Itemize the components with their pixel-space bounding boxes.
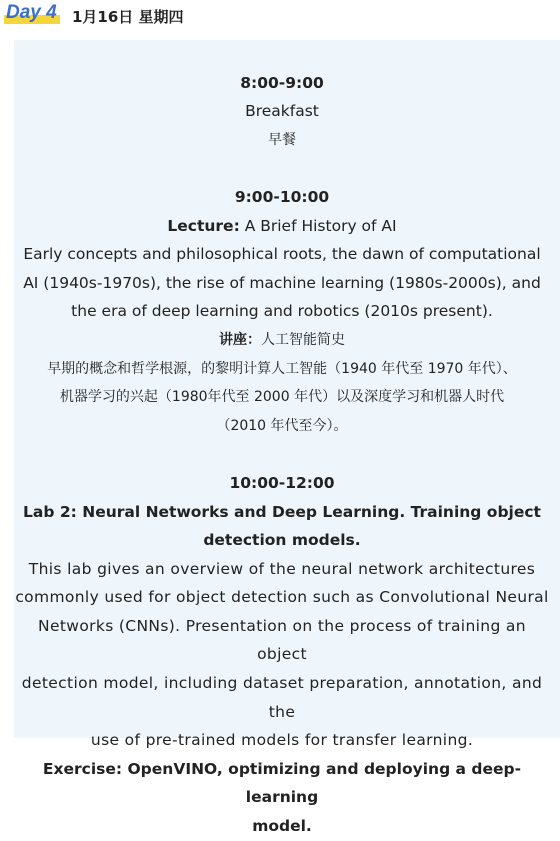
- lab-title: Lab 2: Neural Networks and Deep Learning. Training object: [23, 502, 541, 521]
- lecture-desc-en: Early concepts and philosophical roots, the dawn of computational: [23, 245, 541, 264]
- lab-desc: commonly used for object detection such as Convolutional Neural: [15, 588, 549, 607]
- lecture-title-en: [14, 212, 550, 241]
- lecture-desc-cn: （2010 年代至今）。: [216, 417, 348, 434]
- lecture-desc-en: the era of deep learning and robotics (2010s present).: [71, 302, 493, 321]
- day-label: Day 4: [4, 2, 60, 24]
- lecture-desc-en: AI (1940s-1970s), the rise of machine learning (1980s-2000s), and: [23, 273, 541, 292]
- lecture-name-en: A Brief History of AI: [239, 216, 397, 235]
- date-label: 1月16日 星期四: [72, 8, 184, 26]
- lab-desc: use of pre-trained models for transfer learning.: [90, 731, 474, 750]
- session-lecture: [14, 183, 550, 440]
- session-breakfast: [14, 69, 550, 155]
- lab-exercise: model.: [252, 817, 312, 836]
- lab-desc: detection model, including dataset preparation, annotation, and the: [21, 674, 543, 721]
- lecture-label-cn: 讲座：: [219, 331, 261, 348]
- lab-exercise: Exercise: OpenVINO, optimizing and deploying a deep-learning: [42, 759, 522, 807]
- session-time: 8:00-9:00: [240, 73, 324, 92]
- lab-title: detection models.: [203, 531, 361, 550]
- page-header: [0, 0, 560, 36]
- session-time: 9:00-10:00: [234, 187, 330, 206]
- lecture-desc-cn: 机器学习的兴起（1980年代至 2000 年代）以及深度学习和机器人时代: [59, 389, 505, 406]
- schedule-content: [14, 40, 550, 841]
- schedule-panel: [14, 40, 560, 836]
- lecture-label-en: Lecture:: [167, 216, 240, 235]
- session-title-en: Breakfast: [245, 102, 319, 121]
- session-lab: [14, 469, 550, 841]
- lecture-desc-cn: 早期的概念和哲学根源，的黎明计算人工智能（1940 年代至 1970 年代）、: [47, 360, 517, 377]
- session-time: 10:00-12:00: [229, 473, 335, 492]
- lab-desc: This lab gives an overview of the neural network architectures: [28, 559, 536, 578]
- session-title-cn: 早餐: [268, 131, 296, 148]
- lab-desc: Networks (CNNs). Presentation on the process of training an object: [38, 616, 526, 664]
- lecture-title-cn: [14, 326, 550, 355]
- lecture-name-cn: 人工智能简史: [261, 331, 345, 348]
